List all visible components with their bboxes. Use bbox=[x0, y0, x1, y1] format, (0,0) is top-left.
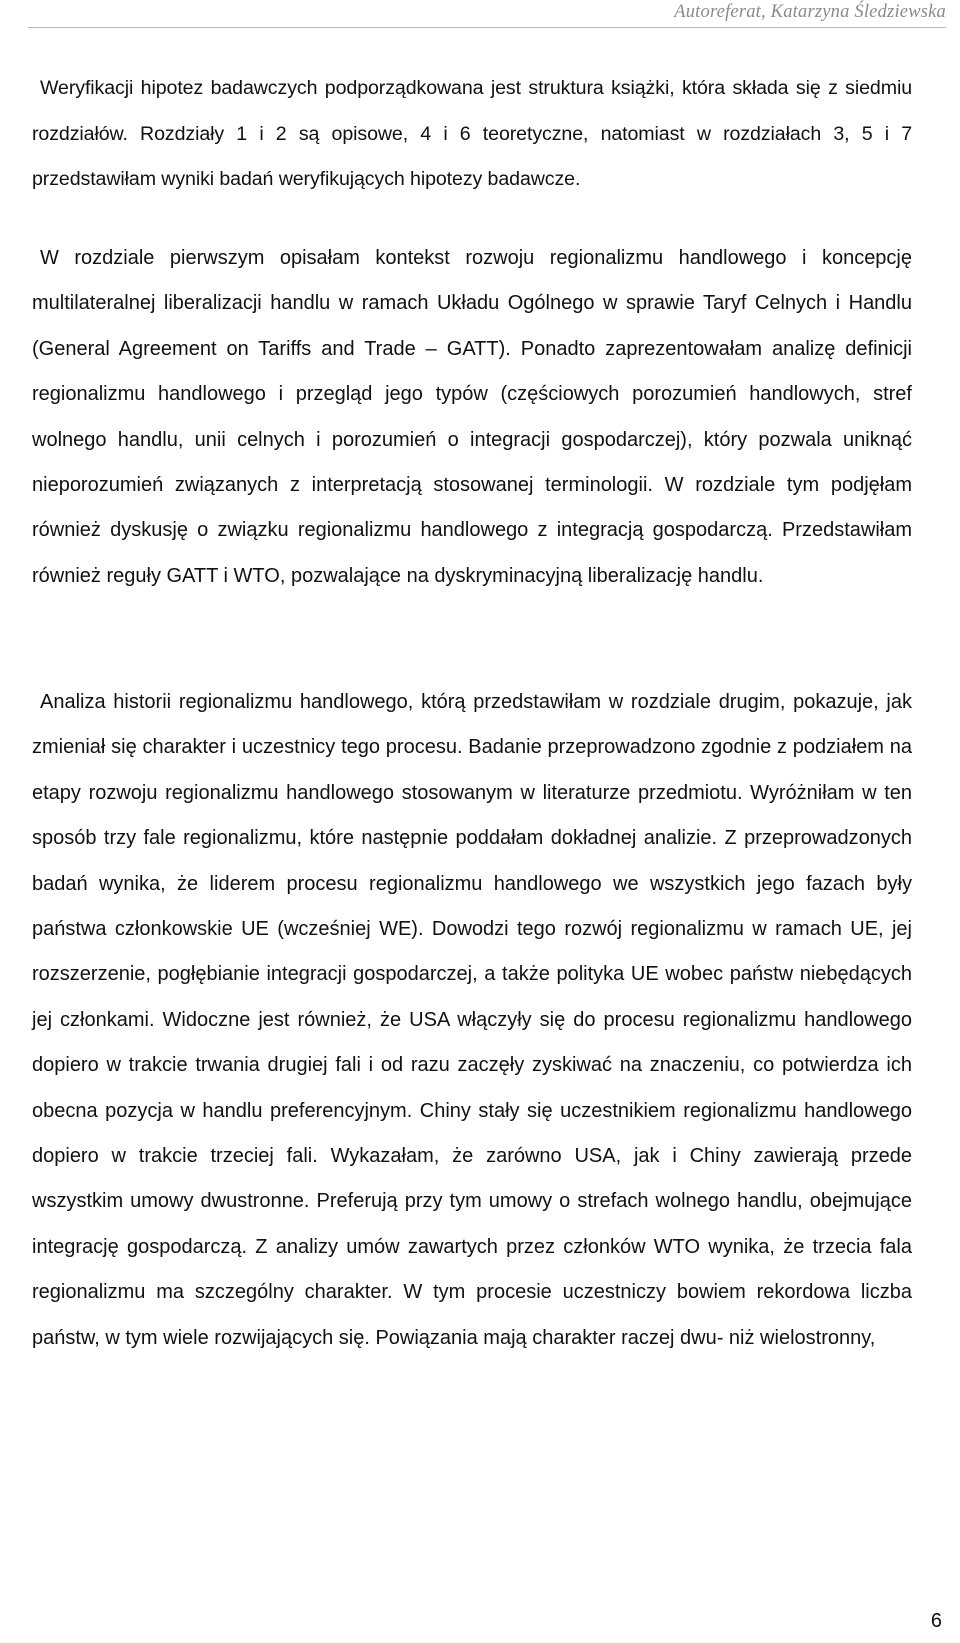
paragraph-text: Analiza historii regionalizmu handlowego, którą przedstawiłam w rozdziale drugim, pokazuje, jak zmieniał się charakter i uczestnicy tego procesu. Badanie przeprowadzono zgodnie z podziałem na etapy rozwoju regionalizmu handlowego stosowanym w literaturze przedmiotu. Wyróżniłam w ten sposób trzy fale regionalizmu, które następnie poddałam dokładnej analizie. Z przeprowadzonych badań wynika, że liderem procesu regionalizmu handlowego we wszystkich jego fazach były państwa członkowskie UE (wcześniej WE). Dowodzi tego rozwój regionalizmu w ramach UE, jej rozszerzenie, pogłębianie integracji gospodarczej, a także polityka UE wobec państw niebędących jej członkami. Widoczne jest również, że USA włączyły się do procesu regionalizmu handlowego dopiero w trakcie trwania drugiej fali i od razu zaczęły zyskiwać na znaczeniu, co potwierdza ich obecna pozycja w handlu preferencyjnym. Chiny stały się uczestnikiem regionalizmu handlowego dopiero w trakcie trzeciej fali. Wykazałam, że zarówno USA, jak i Chiny zawierają przede wszystkim umowy dwustronne. Preferują przy tym umowy o strefach wolnego handlu, obejmujące integrację gospodarczą. Z analizy umów zawartych przez członków WTO wynika, że trzecia fala regionalizmu ma szczególny charakter. W tym procesie uczestniczy bowiem rekordowa liczba państw, w tym wiele rozwijających się. Powiązania mają charakter raczej dwu- niż wielostronny, bbox=[32, 691, 912, 1349]
paragraph-chapter-one bbox=[32, 236, 912, 599]
running-header: Autoreferat, Katarzyna Śledziewska bbox=[674, 2, 946, 22]
paragraph-book-structure bbox=[32, 66, 912, 203]
header-divider bbox=[28, 27, 946, 28]
page-number: 6 bbox=[930, 1610, 942, 1632]
paragraph-text: Weryfikacji hipotez badawczych podporządkowana jest struktura książki, która składa się z siedmiu rozdziałów. Rozdziały 1 i 2 są opisowe, 4 i 6 teoretyczne, natomiast w rozdziałach 3, 5 i 7 przedstawiłam wyniki badań weryfikujących hipotezy badawcze. bbox=[32, 77, 912, 190]
paragraph-text: W rozdziale pierwszym opisałam kontekst rozwoju regionalizmu handlowego i koncepcję multilateralnej liberalizacji handlu w ramach Układu Ogólnego w sprawie Taryf Celnych i Handlu (General Agreement on Tariffs and Trade – GATT). Ponadto zaprezentowałam analizę definicji regionalizmu handlowego i przegląd jego typów (częściowych porozumień handlowych, stref wolnego handlu, unii celnych i porozumień o integracji gospodarczej), który pozwala uniknąć nieporozumień związanych z interpretacją stosowanej terminologii. W rozdziale tym podjęłam również dyskusję o związku regionalizmu handlowego z integracją gospodarczą. Przedstawiłam również reguły GATT i WTO, pozwalające na dyskryminacyjną liberalizację handlu. bbox=[32, 247, 912, 587]
paragraph-chapter-two bbox=[32, 680, 912, 1361]
